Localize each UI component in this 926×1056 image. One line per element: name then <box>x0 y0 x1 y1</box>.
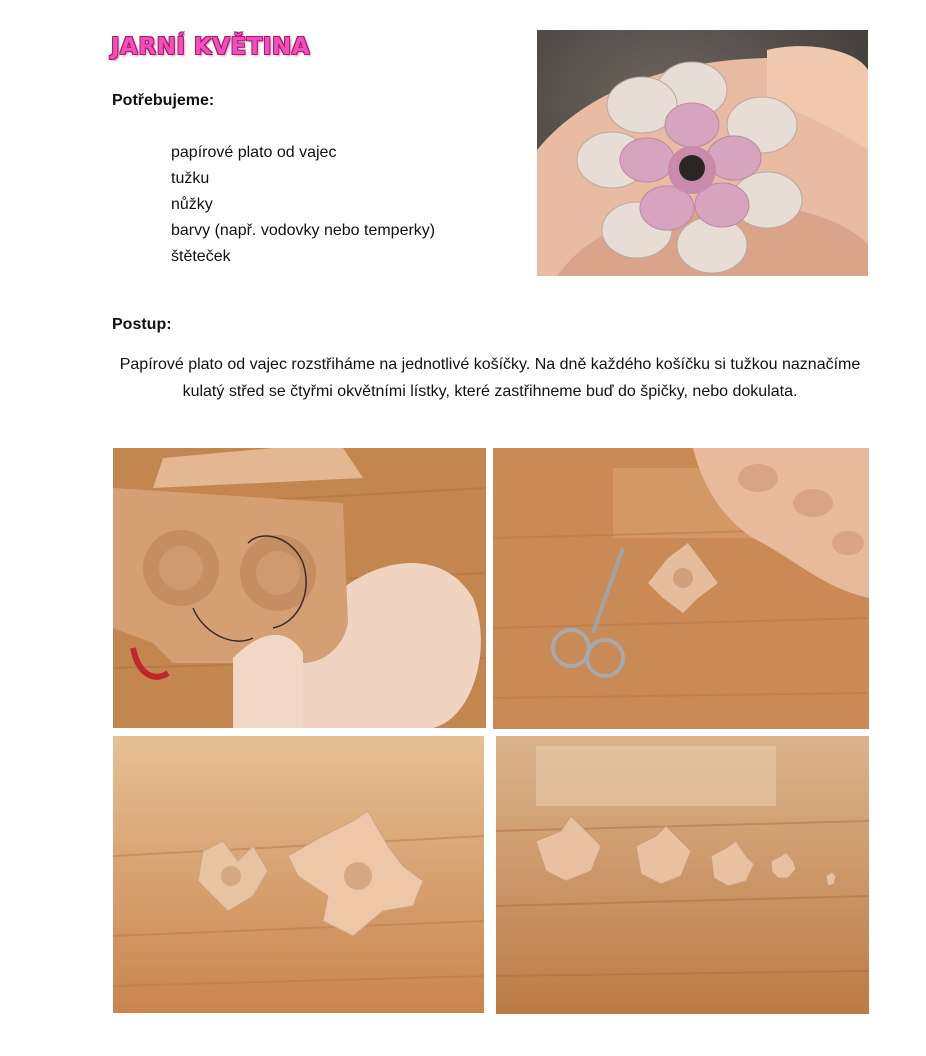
flowers-by-size-photo <box>496 736 869 1014</box>
scissors-cut-flower-photo <box>493 448 869 729</box>
two-cut-flowers-photo <box>113 736 484 1013</box>
list-item: nůžky <box>171 196 213 213</box>
page-title: JARNÍ KVĚTINA <box>111 34 311 60</box>
list-item: štěteček <box>171 248 231 265</box>
list-item: barvy (např. vodovky nebo temperky) <box>171 222 436 239</box>
materials-list <box>171 143 435 273</box>
finished-flower-photo <box>537 30 868 276</box>
carton-outline-photo <box>113 448 486 728</box>
procedure-text: Papírové plato od vajec rozstřiháme na jednotlivé košíčky. Na dně každého košíčku si tužkou naznačíme kulatý střed se čtyřmi okvětními lístky, které zastřihneme buď do špičky, nebo dokulata. <box>119 356 861 400</box>
procedure-heading: Postup: <box>112 316 172 333</box>
materials-heading: Potřebujeme: <box>112 92 215 109</box>
list-item: tužku <box>171 170 210 187</box>
list-item: papírové plato od vajec <box>171 144 337 161</box>
